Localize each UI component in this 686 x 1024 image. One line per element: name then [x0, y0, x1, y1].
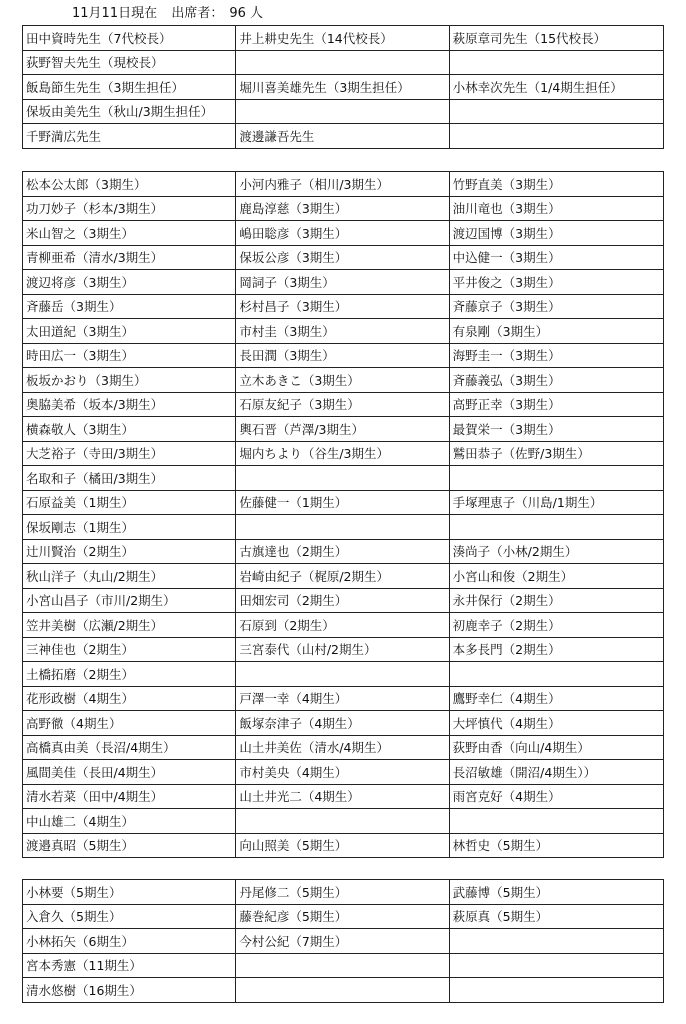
name-cell: 名取和子（橘田/3期生）: [23, 466, 236, 491]
table-row: [23, 124, 664, 149]
name-cell: 功刀妙子（杉本/3期生）: [23, 196, 236, 221]
name-cell: 大芝裕子（寺田/3期生）: [23, 441, 236, 466]
table-row: [23, 637, 664, 662]
table-row: [23, 833, 664, 858]
table-row: [23, 880, 664, 905]
name-cell: 清水悠樹（16期生）: [23, 978, 236, 1003]
name-cell: 戸澤一幸（4期生）: [236, 686, 449, 711]
name-cell: 時田広一（3期生）: [23, 343, 236, 368]
name-cell: [449, 515, 663, 540]
name-cell: 市村美央（4期生）: [236, 760, 449, 785]
name-cell: [449, 809, 663, 834]
name-cell: [236, 50, 449, 75]
name-cell: 飯島節生先生（3期生担任）: [23, 75, 236, 100]
name-cell: 海野圭一（3期生）: [449, 343, 663, 368]
table-row: [23, 196, 664, 221]
name-cell: 古旗達也（2期生）: [236, 539, 449, 564]
table-row: [23, 172, 664, 197]
name-cell: 武藤博（5期生）: [449, 880, 663, 905]
name-cell: [236, 662, 449, 687]
name-cell: 石原到（2期生）: [236, 613, 449, 638]
table-row: [23, 50, 664, 75]
name-cell: 小林要（5期生）: [23, 880, 236, 905]
name-cell: 杉村昌子（3期生）: [236, 294, 449, 319]
name-cell: 石原友紀子（3期生）: [236, 392, 449, 417]
table-row: [23, 613, 664, 638]
name-cell: 花形政樹（4期生）: [23, 686, 236, 711]
name-cell: [449, 978, 663, 1003]
name-cell: 輿石晋（芦澤/3期生）: [236, 417, 449, 442]
name-cell: 山土井光二（4期生）: [236, 784, 449, 809]
table-row: [23, 245, 664, 270]
table-row: [23, 735, 664, 760]
table-row: [23, 564, 664, 589]
table-row: [23, 368, 664, 393]
name-cell: 米山智之（3期生）: [23, 221, 236, 246]
name-cell: 長田潤（3期生）: [236, 343, 449, 368]
name-cell: 奥脇美希（坂本/3期生）: [23, 392, 236, 417]
table-row: [23, 760, 664, 785]
name-cell: 市村圭（3期生）: [236, 319, 449, 344]
name-cell: 田畑宏司（2期生）: [236, 588, 449, 613]
name-cell: 大坪慎代（4期生）: [449, 711, 663, 736]
name-cell: 有泉剛（3期生）: [449, 319, 663, 344]
table-row: [23, 221, 664, 246]
header: [72, 2, 269, 21]
teachers-table: [22, 25, 664, 149]
name-cell: 萩原章司先生（15代校長）: [449, 26, 663, 51]
name-cell: 保坂公彦（3期生）: [236, 245, 449, 270]
date-text: 11月11日現在: [72, 6, 158, 21]
name-cell: [236, 809, 449, 834]
name-cell: 最賀栄一（3期生）: [449, 417, 663, 442]
name-cell: 今村公紀（7期生）: [236, 929, 449, 954]
table-row: [23, 417, 664, 442]
name-cell: 横森敬人（3期生）: [23, 417, 236, 442]
name-cell: 鷲田恭子（佐野/3期生）: [449, 441, 663, 466]
table-row: [23, 978, 664, 1003]
table-row: [23, 515, 664, 540]
name-cell: 藤巻紀彦（5期生）: [236, 904, 449, 929]
name-cell: 斉藤京子（3期生）: [449, 294, 663, 319]
name-cell: 渡邊謙吾先生: [236, 124, 449, 149]
name-cell: 岡詞子（3期生）: [236, 270, 449, 295]
name-cell: 初鹿幸子（2期生）: [449, 613, 663, 638]
table-row: [23, 466, 664, 491]
name-cell: 渡邉真昭（5期生）: [23, 833, 236, 858]
name-cell: 高野正幸（3期生）: [449, 392, 663, 417]
name-cell: 雨宮克好（4期生）: [449, 784, 663, 809]
table-row: [23, 270, 664, 295]
name-cell: 本多長門（2期生）: [449, 637, 663, 662]
attendance-count: 96 人: [229, 6, 264, 21]
name-cell: 小林幸次先生（1/4期生担任）: [449, 75, 663, 100]
table-row: [23, 343, 664, 368]
alumni-table: [22, 171, 664, 858]
name-cell: 中込健一（3期生）: [449, 245, 663, 270]
name-cell: 三宮泰代（山村/2期生）: [236, 637, 449, 662]
younger-alumni-table: [22, 879, 664, 1003]
name-cell: [449, 124, 663, 149]
name-cell: 鷹野幸仁（4期生）: [449, 686, 663, 711]
table-row: [23, 75, 664, 100]
table-row: [23, 809, 664, 834]
name-cell: 渡辺国博（3期生）: [449, 221, 663, 246]
table-row: [23, 26, 664, 51]
table-row: [23, 441, 664, 466]
name-cell: [449, 929, 663, 954]
name-cell: [449, 50, 663, 75]
name-cell: 松本公太郎（3期生）: [23, 172, 236, 197]
name-cell: 長沼敏雄（開沼/4期生））: [449, 760, 663, 785]
table-row: [23, 904, 664, 929]
name-cell: 高橋真由美（長沼/4期生）: [23, 735, 236, 760]
name-cell: 山土井美佐（清水/4期生）: [236, 735, 449, 760]
table-row: [23, 784, 664, 809]
name-cell: 辻川賢治（2期生）: [23, 539, 236, 564]
name-cell: 堀川喜美雄先生（3期生担任）: [236, 75, 449, 100]
name-cell: 林哲史（5期生）: [449, 833, 663, 858]
name-cell: 佐藤健一（1期生）: [236, 490, 449, 515]
name-cell: 小河内雅子（相川/3期生）: [236, 172, 449, 197]
table-row: [23, 294, 664, 319]
name-cell: 笠井美樹（広瀬/2期生）: [23, 613, 236, 638]
name-cell: 立木あきこ（3期生）: [236, 368, 449, 393]
name-cell: [236, 515, 449, 540]
name-cell: 風間美佳（長田/4期生）: [23, 760, 236, 785]
name-cell: 永井保行（2期生）: [449, 588, 663, 613]
name-cell: 秋山洋子（丸山/2期生）: [23, 564, 236, 589]
name-cell: 太田道紀（3期生）: [23, 319, 236, 344]
table-row: [23, 662, 664, 687]
table-row: [23, 929, 664, 954]
name-cell: 中山雄二（4期生）: [23, 809, 236, 834]
table-row: [23, 953, 664, 978]
name-cell: 萩原真（5期生）: [449, 904, 663, 929]
name-cell: 保坂剛志（1期生）: [23, 515, 236, 540]
name-cell: 飯塚奈津子（4期生）: [236, 711, 449, 736]
name-cell: 油川竜也（3期生）: [449, 196, 663, 221]
name-cell: 斉藤義弘（3期生）: [449, 368, 663, 393]
name-cell: 青柳亜希（清水/3期生）: [23, 245, 236, 270]
name-cell: 田中資時先生（7代校長）: [23, 26, 236, 51]
table-row: [23, 490, 664, 515]
name-cell: [449, 466, 663, 491]
name-cell: 荻野由香（向山/4期生）: [449, 735, 663, 760]
name-cell: [236, 978, 449, 1003]
table-row: [23, 539, 664, 564]
name-cell: [236, 466, 449, 491]
table-row: [23, 319, 664, 344]
name-cell: 斉藤岳（3期生）: [23, 294, 236, 319]
name-cell: [449, 953, 663, 978]
name-cell: 千野満広先生: [23, 124, 236, 149]
name-cell: 三神佳也（2期生）: [23, 637, 236, 662]
name-cell: 入倉久（5期生）: [23, 904, 236, 929]
name-cell: [236, 953, 449, 978]
table-row: [23, 588, 664, 613]
name-cell: 堀内ちより（谷生/3期生）: [236, 441, 449, 466]
name-cell: 小宮山和俊（2期生）: [449, 564, 663, 589]
name-cell: [236, 99, 449, 124]
name-cell: [449, 99, 663, 124]
name-cell: 岩崎由紀子（梶原/2期生）: [236, 564, 449, 589]
name-cell: 渡辺将彦（3期生）: [23, 270, 236, 295]
name-cell: 高野徹（4期生）: [23, 711, 236, 736]
name-cell: 嶋田聡彦（3期生）: [236, 221, 449, 246]
name-cell: 鹿島淳慈（3期生）: [236, 196, 449, 221]
table-row: [23, 711, 664, 736]
name-cell: 小林拓矢（6期生）: [23, 929, 236, 954]
name-cell: 土橋拓磨（2期生）: [23, 662, 236, 687]
name-cell: [449, 662, 663, 687]
name-cell: 丹尾修二（5期生）: [236, 880, 449, 905]
name-cell: 石原益美（1期生）: [23, 490, 236, 515]
name-cell: 湊尚子（小林/2期生）: [449, 539, 663, 564]
attendance-label: 出席者：: [171, 6, 224, 21]
table-row: [23, 686, 664, 711]
name-cell: 井上耕史先生（14代校長）: [236, 26, 449, 51]
name-cell: 手塚理恵子（川島/1期生）: [449, 490, 663, 515]
name-cell: 竹野直美（3期生）: [449, 172, 663, 197]
name-cell: 清水若菜（田中/4期生）: [23, 784, 236, 809]
name-cell: 保坂由美先生（秋山/3期生担任）: [23, 99, 236, 124]
table-row: [23, 99, 664, 124]
name-cell: 板坂かおり（3期生）: [23, 368, 236, 393]
name-cell: 平井俊之（3期生）: [449, 270, 663, 295]
name-cell: 荻野智夫先生（現校長）: [23, 50, 236, 75]
name-cell: 小宮山昌子（市川/2期生）: [23, 588, 236, 613]
table-row: [23, 392, 664, 417]
name-cell: 宮本秀憲（11期生）: [23, 953, 236, 978]
name-cell: 向山照美（5期生）: [236, 833, 449, 858]
